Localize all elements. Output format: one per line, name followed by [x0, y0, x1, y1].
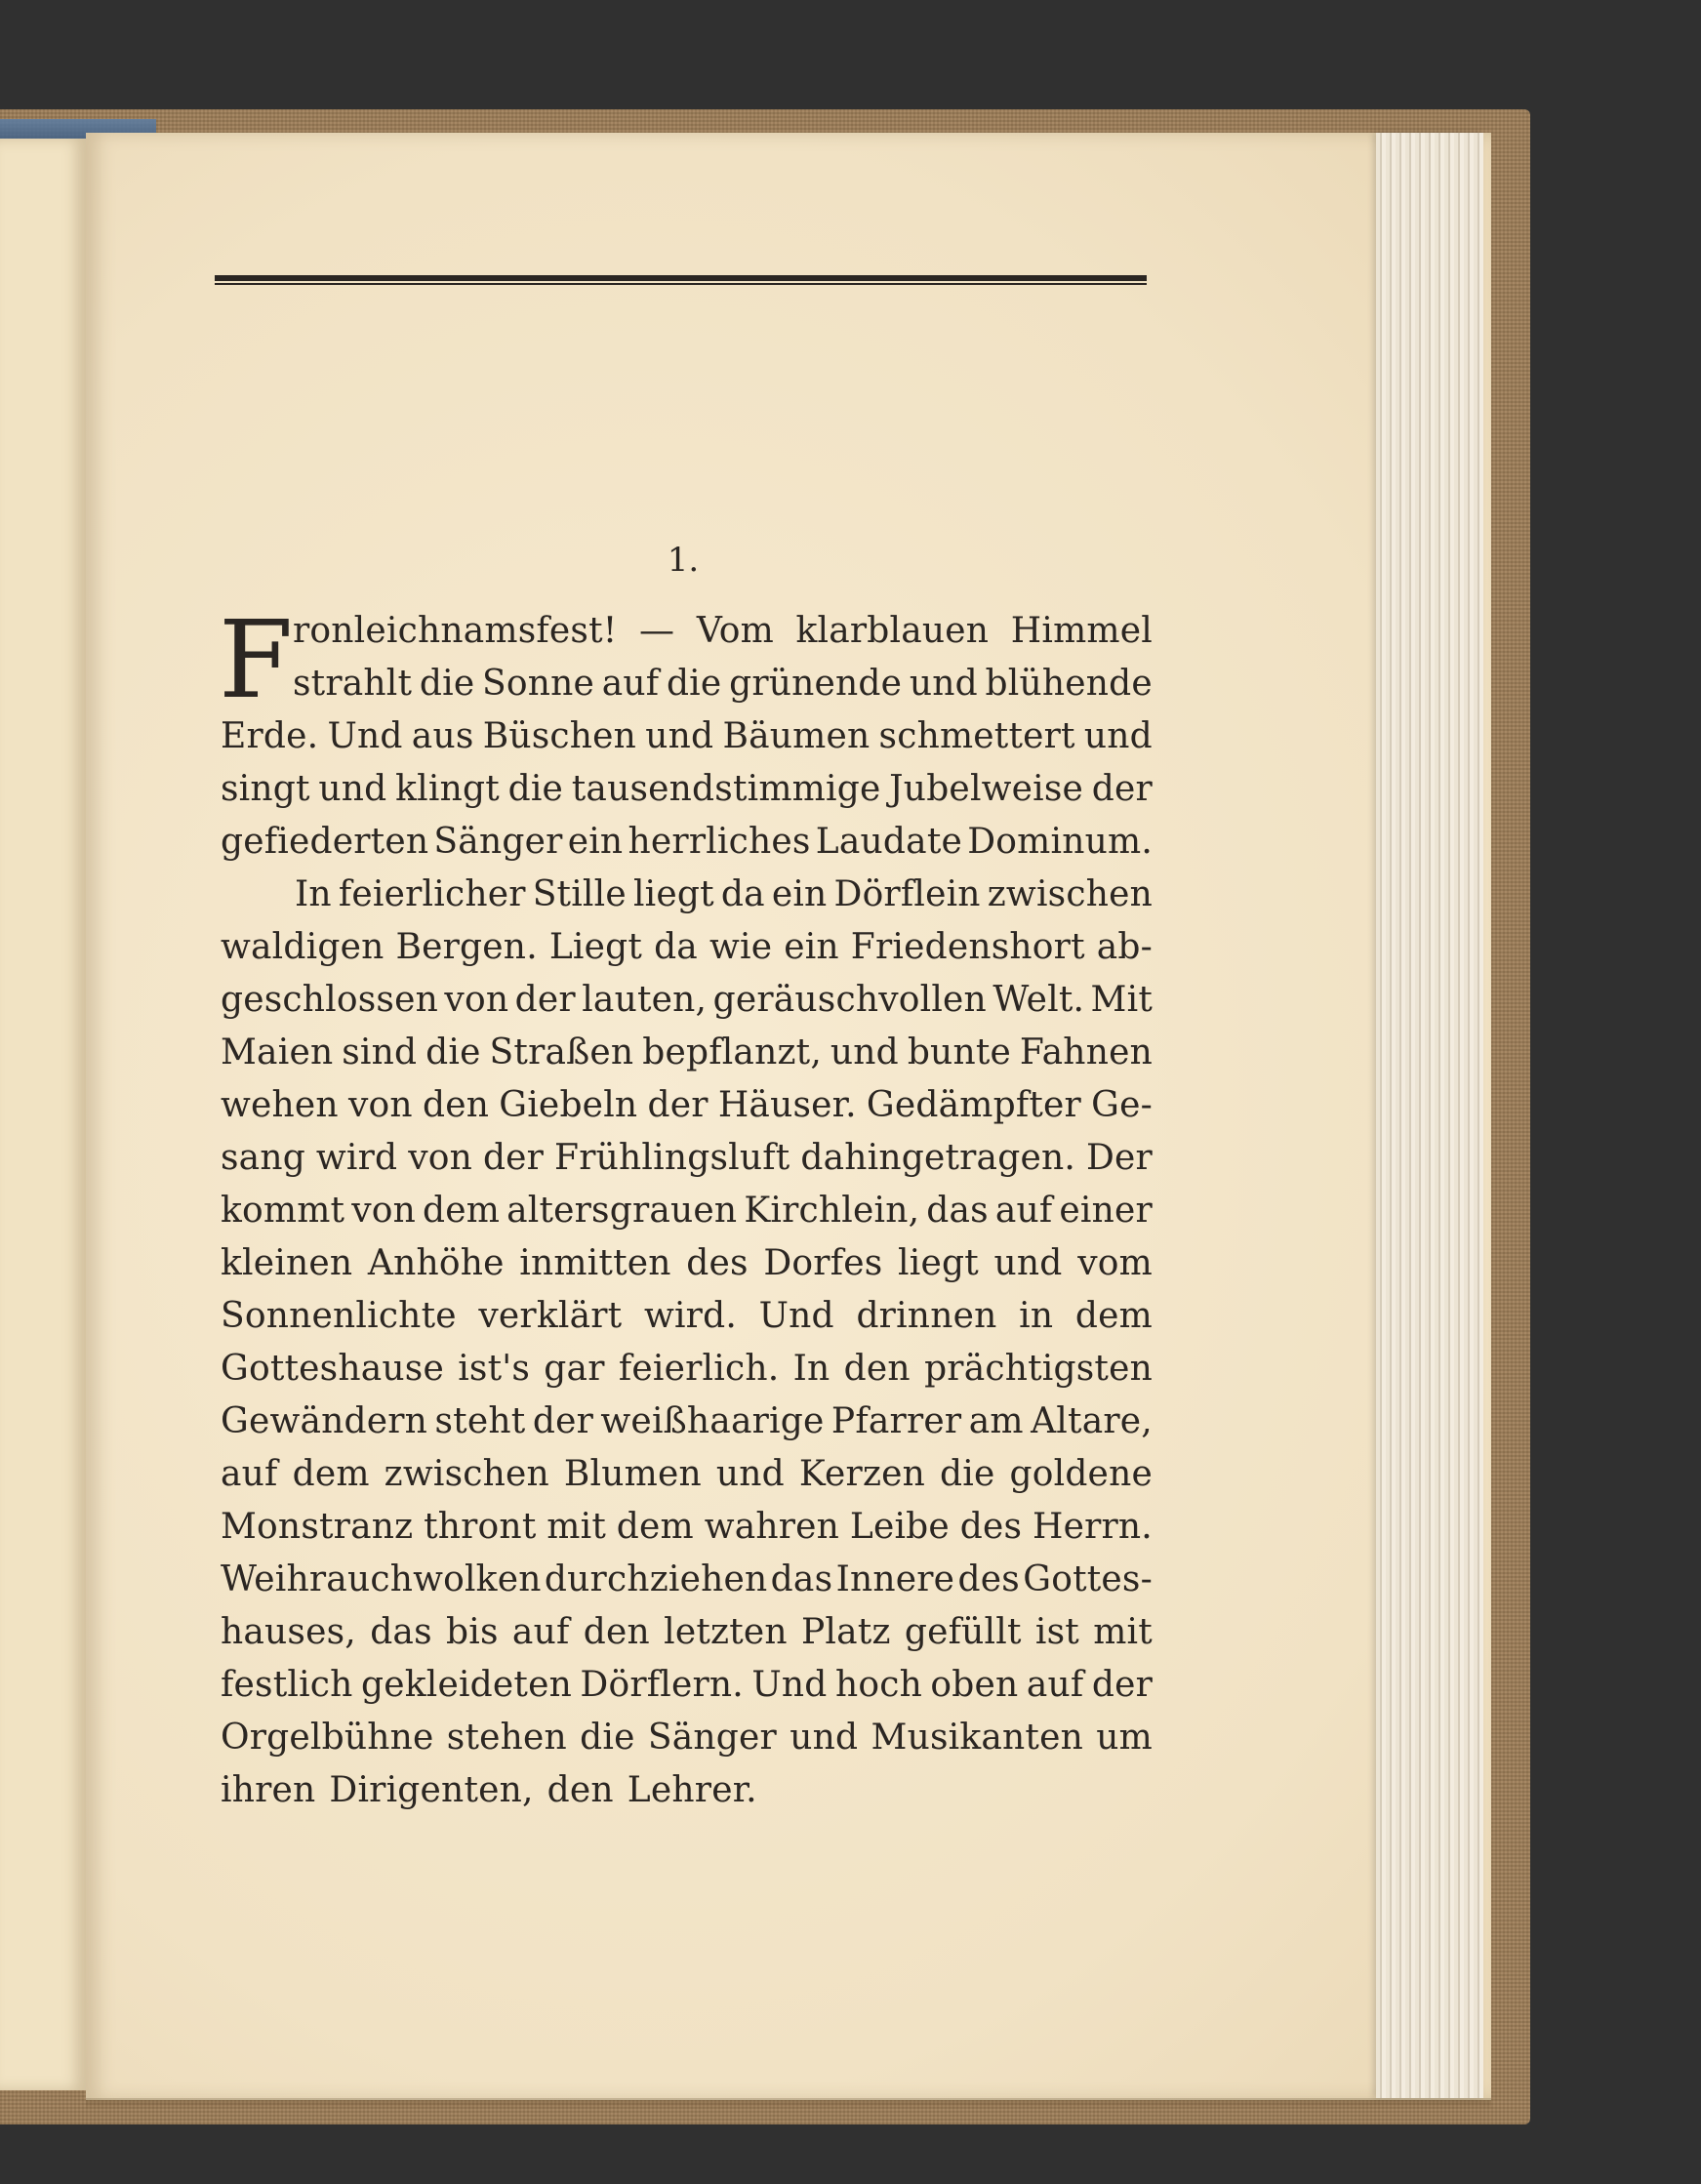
- word: letzten: [664, 1612, 788, 1652]
- word: den: [547, 1770, 614, 1810]
- word: drinnen: [856, 1296, 997, 1336]
- word: singt: [221, 769, 310, 809]
- word: Bäumen: [722, 716, 871, 756]
- text-line: [221, 1027, 1153, 1079]
- text-line: [221, 1395, 1153, 1448]
- word: Sänger: [647, 1718, 777, 1758]
- word: hauses,: [221, 1612, 356, 1652]
- text-line: [221, 1606, 1153, 1659]
- word: und: [715, 1454, 785, 1494]
- word: mit: [1093, 1612, 1153, 1652]
- word: Und: [751, 1665, 828, 1705]
- header-rule: [215, 275, 1147, 285]
- word: des: [957, 1559, 1020, 1599]
- word: auf: [601, 664, 660, 704]
- text-line: [221, 1132, 1153, 1185]
- word: dem: [616, 1507, 694, 1547]
- word: Orgelbühne: [221, 1718, 434, 1758]
- text-line: [221, 869, 1153, 921]
- word: Bergen.: [395, 927, 538, 967]
- word: Herrn.: [1032, 1507, 1153, 1547]
- word: das: [370, 1612, 432, 1652]
- word: mit: [547, 1507, 606, 1547]
- word: Ge-: [1091, 1085, 1153, 1125]
- word: die: [940, 1454, 995, 1494]
- word: Fahnen: [1019, 1032, 1153, 1072]
- word: Büschen: [482, 716, 637, 756]
- word: ihren: [221, 1770, 316, 1810]
- word: gefüllt: [904, 1612, 1022, 1652]
- word: am: [968, 1401, 1024, 1441]
- word: Lehrer.: [627, 1770, 757, 1810]
- word: der: [532, 1401, 593, 1441]
- word: die: [419, 664, 475, 704]
- word: Dirigenten,: [329, 1770, 534, 1810]
- word: der: [1091, 769, 1153, 809]
- word: ein: [784, 927, 839, 967]
- word: Dörflern.: [580, 1665, 744, 1705]
- word: geräuschvollen: [712, 980, 987, 1020]
- word: steht: [434, 1401, 526, 1441]
- word: strahlt: [293, 664, 413, 704]
- word: Friedenshort: [850, 927, 1085, 967]
- word: altersgrauen: [506, 1191, 738, 1231]
- word: Altare,: [1031, 1401, 1153, 1441]
- text-line: [221, 1764, 1153, 1817]
- drop-cap: F: [219, 597, 294, 722]
- word: Leibe: [849, 1507, 950, 1547]
- word: und: [993, 1243, 1063, 1283]
- word: Maien: [221, 1032, 334, 1072]
- word: Jubelweise: [889, 769, 1084, 809]
- word: auf: [1026, 1665, 1084, 1705]
- text-line: [221, 1290, 1153, 1343]
- word: durchziehen: [544, 1559, 768, 1599]
- word: Kerzen: [798, 1454, 926, 1494]
- text-line: [221, 1712, 1153, 1764]
- word: herrliches: [628, 822, 811, 862]
- word: einer: [1059, 1191, 1153, 1231]
- word: feierlicher: [338, 874, 526, 914]
- word: den: [843, 1349, 911, 1389]
- word: Und: [327, 716, 403, 756]
- word: wie: [709, 927, 773, 967]
- word: Welt.: [992, 980, 1085, 1020]
- word: des: [959, 1507, 1023, 1547]
- word: ein: [771, 874, 828, 914]
- word: von: [444, 980, 509, 1020]
- text-line: [221, 1237, 1153, 1290]
- chapter-text: [219, 597, 1153, 1817]
- word: Dörflein: [833, 874, 981, 914]
- word: klingt: [395, 769, 500, 809]
- word: kommt: [221, 1191, 345, 1231]
- word: Platz: [801, 1612, 891, 1652]
- word: Laudate: [815, 822, 963, 862]
- word: blühende: [985, 664, 1153, 704]
- word: ist: [1034, 1612, 1079, 1652]
- text-line: [221, 1448, 1153, 1501]
- word: auf: [511, 1612, 570, 1652]
- word: hoch: [834, 1665, 922, 1705]
- word: Monstranz: [221, 1507, 414, 1547]
- word: gekleideten: [360, 1665, 572, 1705]
- word: Sonnenlichte: [221, 1296, 457, 1336]
- word: Sänger: [433, 822, 563, 862]
- word: Innere: [835, 1559, 955, 1599]
- word: bis: [446, 1612, 499, 1652]
- word: bunte: [907, 1032, 1011, 1072]
- word: lauten,: [582, 980, 708, 1020]
- word: Gottes-: [1023, 1559, 1153, 1599]
- word: thront: [424, 1507, 537, 1547]
- word: sind: [342, 1032, 418, 1072]
- word: Dominum.: [967, 822, 1153, 862]
- word: wird: [315, 1138, 398, 1178]
- word: —: [639, 611, 675, 651]
- word: prächtigsten: [924, 1349, 1153, 1389]
- word: Musikanten: [871, 1718, 1083, 1758]
- text-line: [221, 1554, 1153, 1606]
- word: waldigen: [221, 927, 385, 967]
- word: zwischen: [384, 1454, 549, 1494]
- word: inmitten: [519, 1243, 671, 1283]
- word: stehen: [446, 1718, 567, 1758]
- word: In: [295, 874, 332, 914]
- word: und: [1083, 716, 1153, 756]
- word: und: [790, 1718, 859, 1758]
- word: Häuser.: [717, 1085, 857, 1125]
- text-line: [221, 658, 1153, 710]
- word: wird.: [643, 1296, 737, 1336]
- page-bottom-shadow: [86, 2098, 1491, 2110]
- word: Dorfes: [763, 1243, 883, 1283]
- word: festlich: [221, 1665, 353, 1705]
- word: ronleichnamsfest!: [293, 611, 618, 651]
- text-line: [221, 974, 1153, 1027]
- word: der: [1091, 1665, 1153, 1705]
- word: verklärt: [478, 1296, 623, 1336]
- word: von: [351, 1191, 417, 1231]
- word: sang: [221, 1138, 305, 1178]
- word: geschlossen: [221, 980, 438, 1020]
- word: wehen: [221, 1085, 339, 1125]
- word: die: [666, 664, 722, 704]
- word: ab-: [1096, 927, 1153, 967]
- word: auf: [221, 1454, 278, 1494]
- left-page-edge: [0, 139, 86, 2090]
- chapter-number: 1.: [667, 541, 700, 580]
- text-line: [221, 1343, 1153, 1395]
- word: Liegt: [548, 927, 643, 967]
- text-line: [221, 1185, 1153, 1237]
- word: weißhaarige: [600, 1401, 825, 1441]
- word: bepflanzt,: [642, 1032, 822, 1072]
- text-line: [221, 1079, 1153, 1132]
- word: das: [770, 1559, 833, 1599]
- word: Gotteshause: [221, 1349, 444, 1389]
- word: dahingetragen.: [800, 1138, 1076, 1178]
- word: die: [507, 769, 564, 809]
- text-line: [221, 763, 1153, 816]
- word: Straßen: [489, 1032, 634, 1072]
- word: und: [909, 664, 978, 704]
- word: dem: [423, 1191, 501, 1231]
- word: Gewändern: [221, 1401, 428, 1441]
- text-line: [221, 816, 1153, 869]
- text-line: [221, 1659, 1153, 1712]
- word: von: [408, 1138, 473, 1178]
- word: oben: [930, 1665, 1019, 1705]
- word: Blumen: [563, 1454, 702, 1494]
- word: ein: [567, 822, 624, 862]
- word: goldene: [1009, 1454, 1153, 1494]
- word: um: [1096, 1718, 1153, 1758]
- word: feierlich.: [618, 1349, 780, 1389]
- word: der: [647, 1085, 709, 1125]
- word: von: [347, 1085, 413, 1125]
- word: liegt: [632, 874, 714, 914]
- word: ist's: [458, 1349, 531, 1389]
- text-line: [221, 1501, 1153, 1554]
- word: grünende: [729, 664, 903, 704]
- word: In: [792, 1349, 830, 1389]
- word: Sonne: [482, 664, 595, 704]
- text-line: [221, 921, 1153, 974]
- word: und: [318, 769, 387, 809]
- word: Der: [1085, 1138, 1153, 1178]
- word: Pfarrer: [830, 1401, 962, 1441]
- word: die: [580, 1718, 635, 1758]
- word: die: [425, 1032, 481, 1072]
- word: auf: [994, 1191, 1053, 1231]
- text-line: [221, 605, 1153, 658]
- word: des: [686, 1243, 749, 1283]
- word: Und: [758, 1296, 834, 1336]
- word: den: [422, 1085, 490, 1125]
- word: den: [583, 1612, 650, 1652]
- word: Mit: [1090, 980, 1153, 1020]
- word: und: [645, 716, 714, 756]
- word: Stille: [532, 874, 627, 914]
- word: wahren: [704, 1507, 840, 1547]
- word: dem: [292, 1454, 370, 1494]
- word: da: [654, 927, 698, 967]
- word: Gedämpfter: [866, 1085, 1081, 1125]
- word: vom: [1077, 1243, 1153, 1283]
- page-stack-edges: [1376, 133, 1483, 2098]
- word: kleinen: [221, 1243, 353, 1283]
- word: Weihrauchwolken: [221, 1559, 542, 1599]
- word: Kirchlein,: [744, 1191, 920, 1231]
- word: gar: [544, 1349, 605, 1389]
- word: schmettert: [878, 716, 1075, 756]
- word: der: [482, 1138, 545, 1178]
- word: Anhöhe: [367, 1243, 505, 1283]
- word: liegt: [898, 1243, 979, 1283]
- word: und: [830, 1032, 899, 1072]
- word: klarblauen: [795, 611, 990, 651]
- word: da: [720, 874, 765, 914]
- word: in: [1019, 1296, 1054, 1336]
- word: Giebeln: [499, 1085, 638, 1125]
- word: dem: [1074, 1296, 1153, 1336]
- text-line: [221, 710, 1153, 763]
- word: Erde.: [221, 716, 319, 756]
- word: Himmel: [1010, 611, 1153, 651]
- word: gefiederten: [221, 822, 429, 862]
- word: Frühlingsluft: [554, 1138, 790, 1178]
- word: Vom: [696, 611, 774, 651]
- word: tausendstimmige: [571, 769, 881, 809]
- word: zwischen: [987, 874, 1153, 914]
- word: der: [514, 980, 576, 1020]
- word: aus: [411, 716, 474, 756]
- word: das: [926, 1191, 989, 1231]
